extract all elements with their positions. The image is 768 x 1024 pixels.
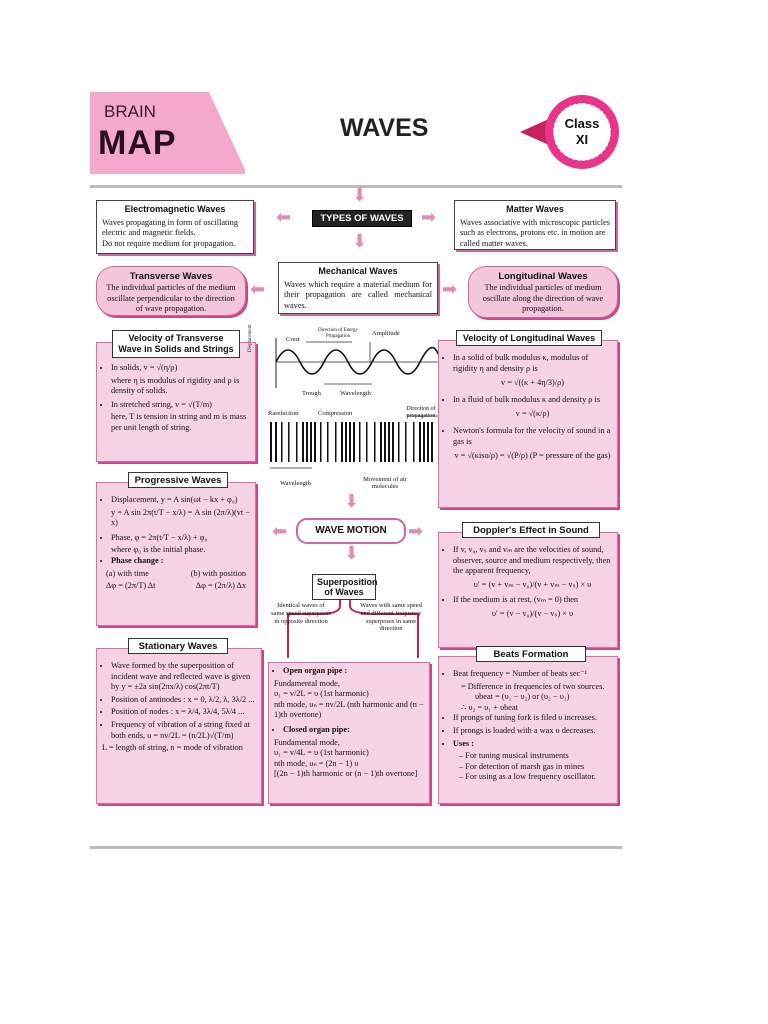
vel-transverse-box: [96, 342, 256, 462]
open-pipe-line2: υ₁ = v/2L = υ (1st harmonic): [274, 689, 369, 699]
beats-frequency: • Beat frequency = Number of beats sec⁻¹: [453, 669, 612, 680]
doppler-rest: • If the medium is at rest, (vₘ = 0) then: [453, 595, 612, 606]
beats-frequency-d: ∴ υ₂ = υ₁ + υbeat: [461, 702, 518, 712]
label-wavelength2: Wavelength: [280, 480, 311, 487]
vel-longitudinal-fluid-formula: v = √(κ/ρ): [515, 409, 550, 419]
closed-pipe-line2: υ₁ = v/4L = υ (1st harmonic): [274, 748, 369, 758]
label-air-movement: Movement of air molecules: [363, 476, 407, 491]
vel-transverse-string: • In stretched string, v = √(T/m): [111, 400, 250, 411]
arrow-to-doppler: ➡: [408, 521, 424, 541]
beats-use-1: – For tuning musical instruments: [459, 751, 569, 761]
matter-waves-box: [454, 200, 616, 250]
arrow-down-superposition: ⬇: [344, 543, 360, 563]
brand-bottom-text: MAP: [98, 124, 177, 162]
open-pipe-line1: Fundamental mode,: [274, 678, 340, 688]
beats-use-2: – For detection of marsh gas in mines: [459, 761, 585, 771]
open-pipe-title: • Open organ pipe :: [283, 666, 424, 677]
superposition-right-text: Waves with same speed and different frequency superposes in same direction: [360, 602, 422, 633]
doppler-general: • If v, v₀, vₛ and vₘ are the velocities of sound, observer, source and medium respectively, then the apparent frequency,: [453, 545, 612, 577]
vel-longitudinal-solid-formula: v = √((κ + 4η/3)/ρ): [501, 378, 564, 388]
brain-map-sheet: [90, 90, 622, 847]
footer-rule: [90, 846, 622, 849]
transverse-waves-title: Transverse Waves: [129, 271, 213, 282]
beats-uses: • Uses :: [453, 739, 612, 750]
closed-pipe-line4: [(2n − 1)th harmonic or (n − 1)th overtone]: [274, 769, 418, 779]
doppler-general-formula: υ′ = (v + vₘ − v₀)/(v + vₘ − vₛ) × υ: [473, 579, 592, 589]
label-rarefaction: Rarefaction: [268, 410, 299, 417]
closed-pipe-line1: Fundamental mode,: [274, 737, 340, 747]
vel-longitudinal-newton-formula: v = √(κiso/ρ) = √(P/ρ) (P = pressure of the gas): [454, 451, 611, 461]
vel-longitudinal-box: [438, 340, 618, 508]
vel-longitudinal-title: Velocity of Longitudinal Waves: [456, 330, 602, 346]
longitudinal-waves-pill: [468, 266, 618, 318]
stationary-title: Stationary Waves: [128, 638, 228, 654]
label-compression: Compression: [318, 410, 353, 417]
progressive-waves-box: [96, 482, 256, 626]
label-propagation-direction: Direction of propagation: [406, 406, 436, 419]
doppler-rest-formula: υ′ = (v − v₀)/(v − vₛ) × υ: [491, 609, 574, 619]
beats-box: [438, 656, 618, 804]
doppler-box: [438, 532, 618, 648]
vel-longitudinal-newton: • Newton's formula for the velocity of sound in a gas is: [453, 426, 612, 447]
phase-change-time-label: (a) with time: [106, 568, 149, 578]
organ-pipe-box: [268, 662, 430, 804]
progressive-displacement-2: y = A sin 2π(t/T − x/λ) = A sin (2π/λ)(vt − x): [111, 507, 250, 528]
arrow-to-em: ⬅: [276, 207, 292, 227]
stationary-frequency: • Frequency of vibration of a string fixed at both ends, υ = nv/2L = (n/2L)√(T/m): [111, 720, 256, 741]
arrow-down-wave-motion: ⬇: [344, 491, 360, 511]
label-wavelength: Wavelength: [340, 390, 371, 397]
closed-pipe-title: • Closed organ pipe:: [283, 725, 424, 736]
progressive-phase-note: where φ₀ is the initial phase.: [111, 545, 206, 555]
em-waves-line2: Do not require medium for propagation.: [102, 238, 236, 248]
phase-change-position-label: (b) with position: [190, 568, 246, 578]
wave-motion-node: WAVE MOTION: [296, 518, 406, 544]
transverse-waves-text: The individual particles of the medium oscillate perpendicular to the direction of wave propagation.: [106, 283, 236, 314]
em-waves-title: Electromagnetic Waves: [124, 204, 226, 214]
badge-class-value: XI: [575, 132, 589, 147]
matter-waves-text: Waves associative with microscopic particles such as electrons, protons etc. in motion are called matter waves.: [460, 217, 611, 248]
label-amplitude: Amplitude: [372, 330, 400, 337]
vel-transverse-title: Velocity of Transverse Wave in Solids and Strings: [112, 330, 240, 358]
arrow-down-header: ⬇: [352, 185, 368, 205]
phase-change-position-formula: Δφ = (2π/λ) Δx: [195, 581, 246, 591]
progressive-phase: • Phase, φ = 2π(t/T − x/λ) + φ₀: [111, 533, 250, 544]
open-pipe-line3: nth mode, υₙ = nv/2L (nth harmonic and (n − 1)th overtone): [274, 699, 424, 720]
progressive-displacement: • Displacement, y = A sin(ωt − kx + φ₀): [111, 495, 250, 506]
label-trough: Trough: [302, 390, 321, 397]
page-title: WAVES: [340, 114, 429, 142]
stationary-equation: • Wave formed by the superposition of incident wave and reflected wave is given by y = ±2a sin(2πx/λ) cos(2πt/T): [111, 661, 256, 693]
mechanical-waves-text: Waves which require a material medium for their propagation are called mechanical waves.: [284, 279, 432, 310]
transverse-waves-pill: [96, 266, 246, 316]
brand-banner-cut: [208, 90, 248, 176]
label-energy-direction: Direction of Energy Propagation: [318, 328, 358, 339]
stationary-note: L = length of string, n = mode of vibration: [102, 743, 243, 753]
label-crest: Crest: [286, 336, 300, 343]
stationary-box: [96, 648, 262, 804]
transverse-wave-curve: [276, 348, 438, 374]
em-waves-box: [96, 200, 254, 254]
arrow-to-transverse: ⬅: [250, 279, 266, 299]
vel-longitudinal-solid: • In a solid of bulk modulus κ, modulus of rigidity η and density ρ is: [453, 353, 612, 374]
beats-use-3: – For using as a low frequency oscillator.: [459, 772, 596, 782]
arrow-to-mechanical: ⬇: [352, 231, 368, 251]
matter-waves-title: Matter Waves: [506, 204, 564, 214]
beats-frequency-c: υbeat = (υ₁ − υ₂) or (υ₂ − υ₁): [475, 692, 570, 702]
progressive-phase-change: • Phase change :: [111, 556, 250, 567]
stationary-nodes: • Position of nodes : x = λ/4, 3λ/4, 5λ/4 ...: [111, 707, 256, 718]
phase-change-time-formula: Δφ = (2π/T) Δt: [106, 581, 156, 591]
vel-transverse-string-note: here, T is tension in string and m is mass per unit length of string.: [111, 412, 247, 433]
arrow-to-longitudinal: ➡: [442, 279, 458, 299]
longitudinal-waves-text: The individual particles of medium oscillate along the direction of wave propagation.: [482, 283, 604, 314]
progressive-waves-title: Progressive Waves: [128, 472, 228, 488]
vel-transverse-solids-note: where η is modulus of rigidity and ρ is density of solids.: [111, 375, 240, 396]
vel-transverse-solids: • In solids, v = √(η/ρ): [111, 363, 250, 374]
em-waves-line1: Waves propagating in form of oscillating electric and magnetic fields.: [102, 217, 238, 238]
stationary-antinodes: • Position of antinodes : x = 0, λ/2, λ, 3λ/2 ...: [111, 695, 256, 706]
longitudinal-waves-title: Longitudinal Waves: [498, 271, 588, 282]
mechanical-waves-box: [278, 262, 438, 314]
compression-bars: [270, 422, 433, 462]
beats-loaded: • If prongs is loaded with a wax υ decreases.: [453, 726, 612, 737]
vel-longitudinal-fluid: • In a fluid of bulk modulus κ and density ρ is: [453, 395, 612, 406]
closed-pipe-line3: nth mode, υₙ = (2n − 1) υ: [274, 758, 359, 768]
mechanical-waves-title: Mechanical Waves: [318, 266, 398, 276]
arrow-to-progressive: ⬅: [272, 521, 288, 541]
brand-top-text: BRAIN: [104, 102, 156, 121]
beats-frequency-b: = Difference in frequencies of two sources.: [461, 681, 605, 691]
doppler-title: Doppler's Effect in Sound: [462, 522, 600, 538]
arrow-to-matter: ➡: [421, 207, 437, 227]
superposition-left-text: Identical waves of same speed superposes in opposite direction: [271, 602, 331, 625]
types-of-waves-title: TYPES OF WAVES: [312, 210, 412, 227]
superposition-title: Superposition of Waves: [312, 574, 376, 600]
label-displacement: Displacement: [248, 324, 253, 352]
badge-class-label: Class: [564, 116, 600, 131]
beats-filed: • If prongs of tuning fork is filed υ increases.: [453, 713, 612, 724]
beats-title: Beats Formation: [476, 646, 586, 662]
